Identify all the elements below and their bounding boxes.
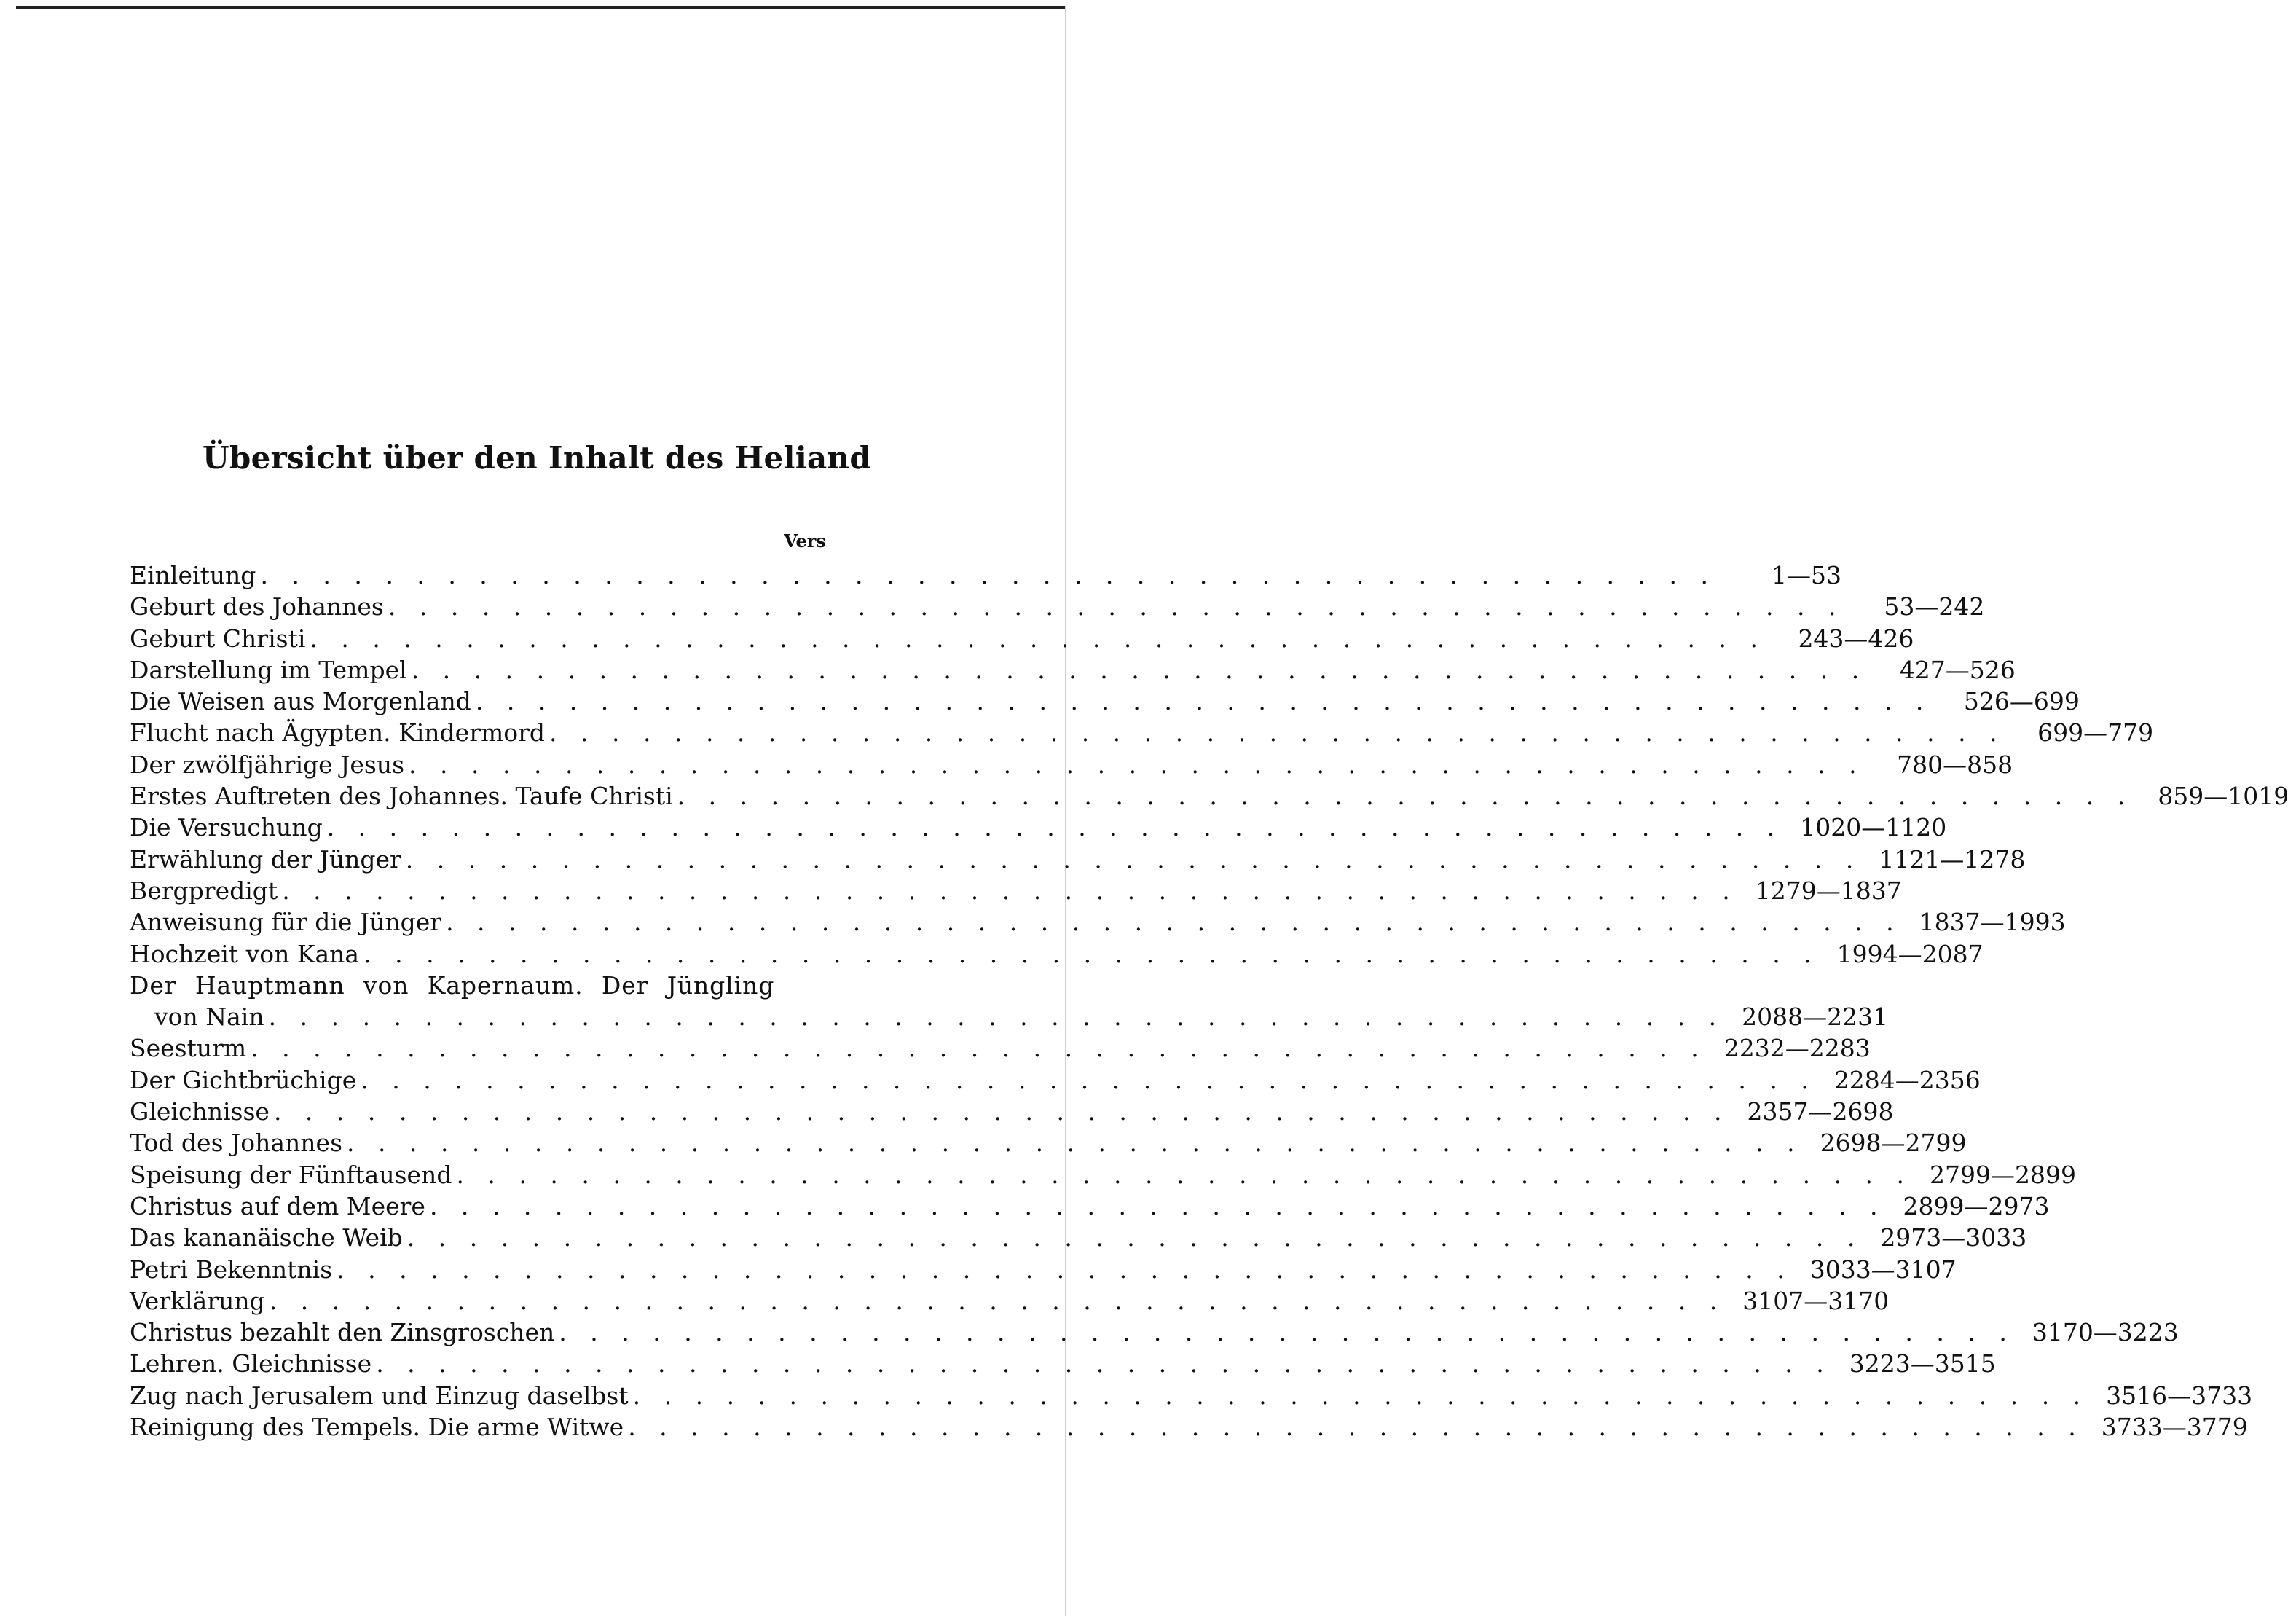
toc-entry-verses: 2973—3033 — [1880, 1223, 2027, 1252]
dot-leader: . . . . . . . . . . . . . . . . . . . . . . . . . . . . . . . . . . . . . . . . . . . . . . . — [282, 876, 1738, 905]
dot-leader: . . . . . . . . . . . . . . . . . . . . . . . . . . . . . . . . . . . . . . . . . . . . . . . — [446, 908, 1902, 937]
dot-leader: . . . . . . . . . . . . . . . . . . . . . . . . . . . . . . . . . . . . . . . . . . . . . . . — [361, 1065, 1817, 1094]
dot-leader: . . . . . . . . . . . . . . . . . . . . . . . . . . . . . . . . . . . . . . . . . . . . . . . — [677, 782, 2134, 811]
toc-entry-label: Verklärung — [130, 1285, 270, 1317]
dot-leader: . . . . . . . . . . . . . . . . . . . . . . . . . . . . . . . . . . . . . . . . . . . . . . . — [337, 1255, 1793, 1284]
toc-entry-verses: 53—242 — [1884, 592, 1985, 621]
toc-entry-verses: 1994—2087 — [1836, 939, 1984, 968]
toc-entry-label: Anweisung für die Jünger — [130, 906, 446, 938]
dot-leader: . . . . . . . . . . . . . . . . . . . . . . . . . . . . . . . . . . . . . . . . . . . . . . . — [326, 813, 1783, 842]
toc-entry — [130, 1190, 2050, 1222]
toc-entry-verses: 780—858 — [1897, 750, 2013, 779]
dot-leader: . . . . . . . . . . . . . . . . . . . . . . . . . . . . . . . . . . . . . . . . . . . . . . . — [260, 561, 1716, 589]
toc-entry-verses: 859—1019 — [2158, 782, 2289, 811]
toc-entry-label: Zug nach Jerusalem und Einzug daselbst — [130, 1380, 633, 1411]
toc-entry — [130, 1222, 2027, 1253]
toc-entry — [130, 1096, 1894, 1127]
toc-entry — [130, 1127, 1967, 1158]
dot-leader: . . . . . . . . . . . . . . . . . . . . . . . . . . . . . . . . . . . . . . . . . . . . . . . — [409, 750, 1865, 779]
toc-entry — [130, 1159, 2076, 1190]
toc-entry — [130, 812, 1947, 843]
toc-entry-verses: 2799—2899 — [1930, 1160, 2076, 1189]
toc-entry-label: Das kananäische Weib — [130, 1222, 407, 1253]
toc-entry-verses: 2357—2698 — [1747, 1097, 1894, 1126]
toc-entry — [130, 844, 2026, 875]
dot-leader: . . . . . . . . . . . . . . . . . . . . . . . . . . . . . . . . . . . . . . . . . . . . . . . — [456, 1160, 1912, 1189]
toc-entry — [130, 749, 2013, 780]
page-title: Übersicht über den Inhalt des Heliand — [203, 440, 871, 476]
toc-entry-verses: 1837—1993 — [1919, 908, 2066, 937]
toc-entry — [130, 780, 2289, 812]
toc-entry-label: Der Gichtbrüchige — [130, 1064, 361, 1096]
dot-leader: . . . . . . . . . . . . . . . . . . . . . . . . . . . . . . . . . . . . . . . . . . . . . . . — [628, 1413, 2084, 1442]
toc-entry — [130, 906, 2066, 938]
dot-leader: . . . . . . . . . . . . . . . . . . . . . . . . . . . . . . . . . . . . . . . . . . . . . . . — [405, 844, 1862, 874]
dot-leader: . . . . . . . . . . . . . . . . . . . . . . . . . . . . . . . . . . . . . . . . . . . . . . . — [268, 1003, 1725, 1032]
toc-entry-label: Christus auf dem Meere — [130, 1190, 430, 1222]
toc-entry-verses: 2899—2973 — [1903, 1191, 2050, 1220]
toc-entry-verses: 3033—3107 — [1809, 1255, 1957, 1284]
table-of-contents — [130, 560, 2289, 1443]
dot-leader: . . . . . . . . . . . . . . . . . . . . . . . . . . . . . . . . . . . . . . . . . . . . . . . — [347, 1129, 1803, 1158]
toc-entry — [130, 1380, 2253, 1411]
dot-leader: . . . . . . . . . . . . . . . . . . . . . . . . . . . . . . . . . . . . . . . . . . . . . . . — [559, 1318, 2015, 1347]
toc-entry — [130, 1064, 1981, 1096]
toc-entry-label: Petri Bekenntnis — [130, 1254, 337, 1285]
dot-leader: . . . . . . . . . . . . . . . . . . . . . . . . . . . . . . . . . . . . . . . . . . . . . . . — [411, 655, 1868, 684]
toc-entry-verses: 2232—2283 — [1723, 1034, 1871, 1063]
toc-entry — [130, 654, 2016, 686]
toc-entry-verses: 699—779 — [2037, 718, 2154, 748]
toc-entry-label: Flucht nach Ägypten. Kindermord — [130, 717, 549, 748]
toc-entry-verses: 526—699 — [1963, 687, 2080, 716]
toc-entry-label: Darstellung im Tempel — [130, 654, 412, 686]
toc-entry-label: Geburt des Johannes — [130, 591, 388, 622]
toc-entry-first-line — [130, 970, 865, 1001]
toc-entry-verses: 2088—2231 — [1742, 1003, 1889, 1032]
dot-leader: . . . . . . . . . . . . . . . . . . . . . . . . . . . . . . . . . . . . . . . . . . . . . . . — [376, 1349, 1832, 1378]
toc-entry-verses: 2284—2356 — [1833, 1065, 1981, 1094]
dot-leader: . . . . . . . . . . . . . . . . . . . . . . . . . . . . . . . . . . . . . . . . . . . . . . . — [429, 1191, 1886, 1220]
toc-entry-verses: 1—53 — [1771, 561, 1841, 589]
dot-leader: . . . . . . . . . . . . . . . . . . . . . . . . . . . . . . . . . . . . . . . . . . . . . . . — [388, 592, 1844, 621]
dot-leader: . . . . . . . . . . . . . . . . . . . . . . . . . . . . . . . . . . . . . . . . . . . . . . . — [632, 1381, 2089, 1410]
toc-entry-verses: 3733—3779 — [2101, 1413, 2248, 1442]
toc-entry — [130, 1411, 2248, 1443]
toc-entry-label: Seesturm — [130, 1032, 251, 1064]
toc-entry-verses: 3170—3223 — [2032, 1318, 2179, 1347]
toc-entry — [130, 1285, 1890, 1317]
toc-entry-verses: 3223—3515 — [1849, 1349, 1996, 1378]
toc-entry-verses: 2698—2799 — [1820, 1129, 1967, 1158]
toc-entry — [130, 938, 1984, 970]
toc-entry — [130, 1348, 1996, 1379]
toc-entry-label: Der Hauptmann von Kapernaum. Der Jüngling — [130, 970, 779, 1001]
toc-entry-label: Hochzeit von Kana — [130, 938, 363, 970]
toc-entry — [130, 591, 1985, 622]
toc-entry-verses: 1020—1120 — [1800, 813, 1947, 842]
toc-entry-label: von Nain — [130, 1001, 269, 1032]
top-border-line — [16, 6, 1065, 9]
dot-leader: . . . . . . . . . . . . . . . . . . . . . . . . . . . . . . . . . . . . . . . . . . . . . . . — [251, 1034, 1707, 1063]
dot-leader: . . . . . . . . . . . . . . . . . . . . . . . . . . . . . . . . . . . . . . . . . . . . . . . — [549, 718, 2005, 748]
dot-leader: . . . . . . . . . . . . . . . . . . . . . . . . . . . . . . . . . . . . . . . . . . . . . . . — [310, 624, 1766, 653]
toc-entry-verses: 3107—3170 — [1742, 1286, 1890, 1315]
toc-entry — [130, 717, 2154, 748]
toc-entry — [130, 875, 1902, 906]
toc-entry — [130, 560, 1841, 591]
toc-entry-verses: 243—426 — [1798, 624, 1914, 653]
dot-leader: . . . . . . . . . . . . . . . . . . . . . . . . . . . . . . . . . . . . . . . . . . . . . . . — [363, 939, 1820, 968]
toc-entry-label: Reinigung des Tempels. Die arme Witwe — [130, 1411, 628, 1443]
toc-entry-verses: 1279—1837 — [1755, 876, 1902, 905]
toc-entry-label: Gleichnisse — [130, 1096, 274, 1127]
dot-leader: . . . . . . . . . . . . . . . . . . . . . . . . . . . . . . . . . . . . . . . . . . . . . . . — [406, 1223, 1863, 1252]
toc-entry-verses: 427—526 — [1899, 655, 2016, 684]
toc-entry-label: Geburt Christi — [130, 623, 310, 654]
toc-entry-verses: 1121—1278 — [1879, 844, 2026, 874]
dot-leader: . . . . . . . . . . . . . . . . . . . . . . . . . . . . . . . . . . . . . . . . . . . . . . . — [269, 1286, 1726, 1315]
vers-column-header: Vers — [784, 530, 826, 552]
toc-entry-label: Einleitung — [130, 560, 260, 591]
toc-entry-label: Bergpredigt — [130, 875, 282, 906]
toc-entry-verses: 3516—3733 — [2106, 1381, 2253, 1410]
dot-leader: . . . . . . . . . . . . . . . . . . . . . . . . . . . . . . . . . . . . . . . . . . . . . . . — [475, 687, 1932, 716]
toc-entry-label: Lehren. Gleichnisse — [130, 1348, 376, 1379]
toc-entry-label: Der zwölfjährige Jesus — [130, 749, 409, 780]
toc-entry-label: Erwählung der Jünger — [130, 844, 406, 875]
toc-entry-label: Die Weisen aus Morgenland — [130, 686, 476, 717]
toc-entry — [130, 686, 2080, 717]
toc-entry — [130, 623, 1914, 654]
toc-entry-continuation — [130, 1001, 1889, 1032]
toc-entry-label: Tod des Johannes — [130, 1127, 347, 1158]
toc-entry-label: Erstes Auftreten des Johannes. Taufe Christi — [130, 780, 677, 812]
toc-entry-label: Die Versuchung — [130, 812, 327, 843]
toc-entry-label: Christus bezahlt den Zinsgroschen — [130, 1317, 559, 1348]
toc-entry-label: Speisung der Fünftausend — [130, 1159, 456, 1190]
toc-entry — [130, 1032, 1871, 1064]
dot-leader: . . . . . . . . . . . . . . . . . . . . . . . . . . . . . . . . . . . . . . . . . . . . . . . — [273, 1097, 1730, 1126]
toc-entry — [130, 1317, 2179, 1348]
toc-entry — [130, 1254, 1957, 1285]
